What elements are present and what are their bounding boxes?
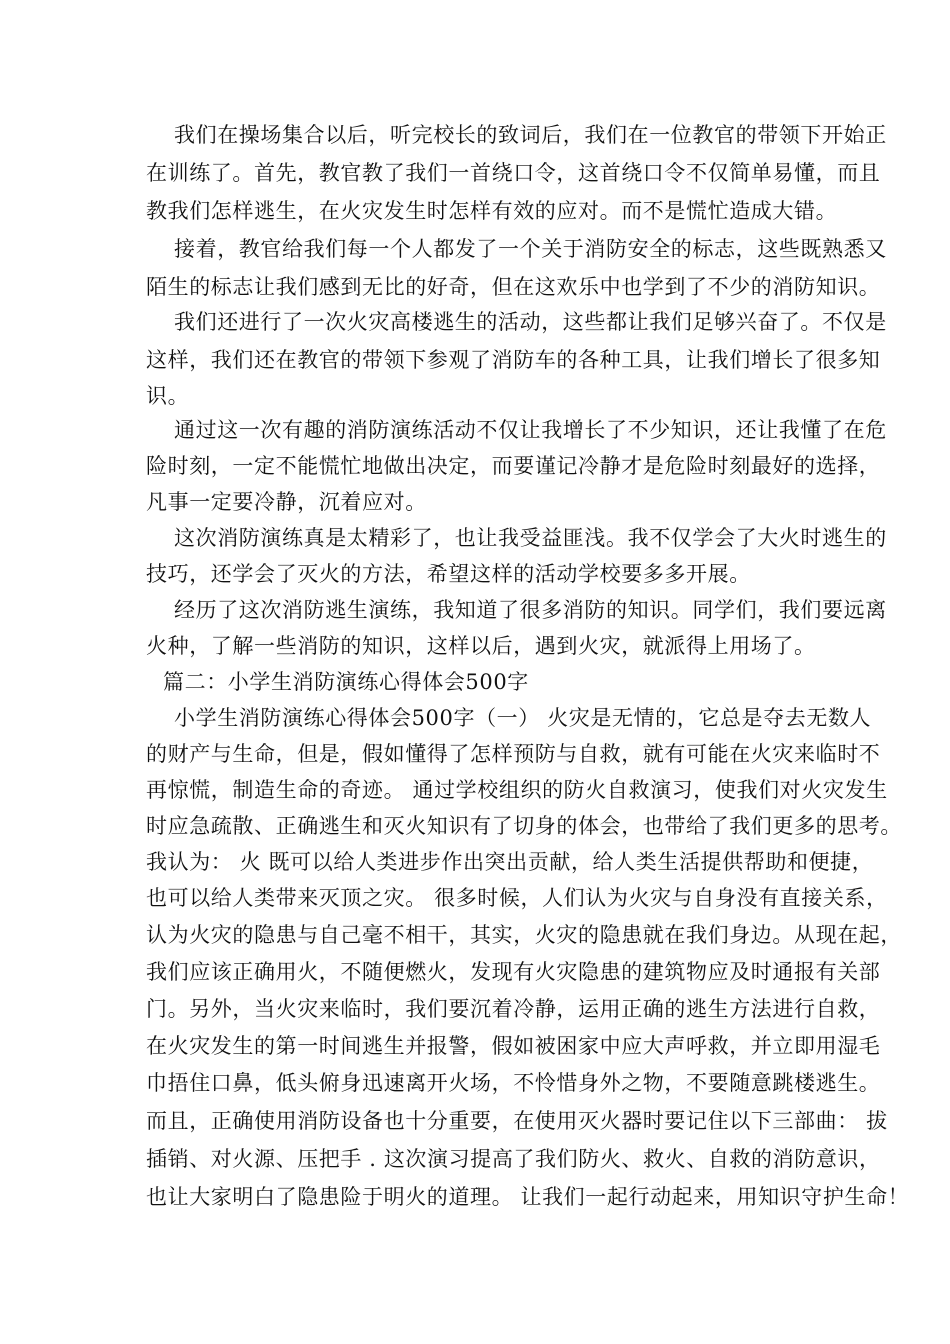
- text-line: 险时刻，一定不能慌忙地做出决定，而要谨记冷静才是危险时刻最好的选择，: [146, 454, 881, 478]
- text-line: 再惊慌，制造生命的奇迹。 通过学校组织的防火自救演习，使我们对火灾发生: [146, 778, 888, 802]
- text-line: 经历了这次消防逃生演练，我知道了很多消防的知识。同学们，我们要远离: [174, 598, 887, 622]
- text-line: 我们应该正确用火，不随便燃火，发现有火灾隐患的建筑物应及时通报有关部: [146, 960, 881, 984]
- text-line: 我们在操场集合以后，听完校长的致词后，我们在一位教官的带领下开始正: [174, 123, 887, 147]
- text-line: 而且，正确使用消防设备也十分重要，在使用灭火器时要记住以下三部曲： 拔: [146, 1109, 888, 1133]
- text-line: 接着，教官给我们每一个人都发了一个关于消防安全的标志，这些既熟悉又: [174, 237, 887, 261]
- text-line: 凡事一定要冷静，沉着应对。: [146, 490, 427, 514]
- section-heading: 篇二：小学生消防演练心得体会500字: [163, 670, 529, 694]
- text-line: 也可以给人类带来灭顶之灾。 很多时候，人们认为火灾与自身没有直接关系，: [146, 886, 888, 910]
- text-line: 时应急疏散、正确逃生和灭火知识有了切身的体会，也带给了我们更多的思考。: [146, 814, 902, 838]
- text-line: 认为火灾的隐患与自己毫不相干，其实，火灾的隐患就在我们身边。从现在起，: [146, 923, 902, 947]
- text-line: 火种，了解一些消防的知识，这样以后，遇到火灾，就派得上用场了。: [146, 634, 816, 658]
- text-line: 巾捂住口鼻，低头俯身迅速离开火场，不怜惜身外之物，不要随意跳楼逃生。: [146, 1071, 881, 1095]
- text-line: 门。另外，当火灾来临时，我们要沉着冷静，运用正确的逃生方法进行自救，: [146, 997, 881, 1021]
- text-line: 也让大家明白了隐患险于明火的道理。 让我们一起行动起来，用知识守护生命！: [146, 1185, 910, 1209]
- text-line: 这样，我们还在教官的带领下参观了消防车的各种工具，让我们增长了很多知: [146, 348, 881, 372]
- text-line: 的财产与生命，但是，假如懂得了怎样预防与自救，就有可能在火灾来临时不: [146, 742, 881, 766]
- text-line: 我认为： 火 既可以给人类进步作出突出贡献，给人类生活提供帮助和便捷，: [146, 850, 874, 874]
- text-line: 我们还进行了一次火灾高楼逃生的活动，这些都让我们足够兴奋了。不仅是: [174, 310, 887, 334]
- text-line: 识。: [146, 384, 190, 408]
- text-line: 插销、对火源、压把手 . 这次演习提高了我们防火、救火、自救的消防意识，: [146, 1147, 881, 1171]
- text-line: 在训练了。首先，教官教了我们一首绕口令，这首绕口令不仅简单易懂，而且: [146, 161, 881, 185]
- text-line: 小学生消防演练心得体会500字（一） 火灾是无情的，它总是夺去无数人: [174, 706, 872, 730]
- text-line: 通过这一次有趣的消防演练活动不仅让我增长了不少知识，还让我懂了在危: [174, 418, 887, 442]
- text-line: 教我们怎样逃生，在火灾发生时怎样有效的应对。而不是慌忙造成大错。: [146, 199, 838, 223]
- text-line: 在火灾发生的第一时间逃生并报警，假如被困家中应大声呼救，并立即用湿毛: [146, 1034, 881, 1058]
- text-line: 陌生的标志让我们感到无比的好奇，但在这欢乐中也学到了不少的消防知识。: [146, 275, 881, 299]
- text-line: 这次消防演练真是太精彩了，也让我受益匪浅。我不仅学会了大火时逃生的: [174, 526, 887, 550]
- text-line: 技巧，还学会了灭火的方法，希望这样的活动学校要多多开展。: [146, 562, 751, 586]
